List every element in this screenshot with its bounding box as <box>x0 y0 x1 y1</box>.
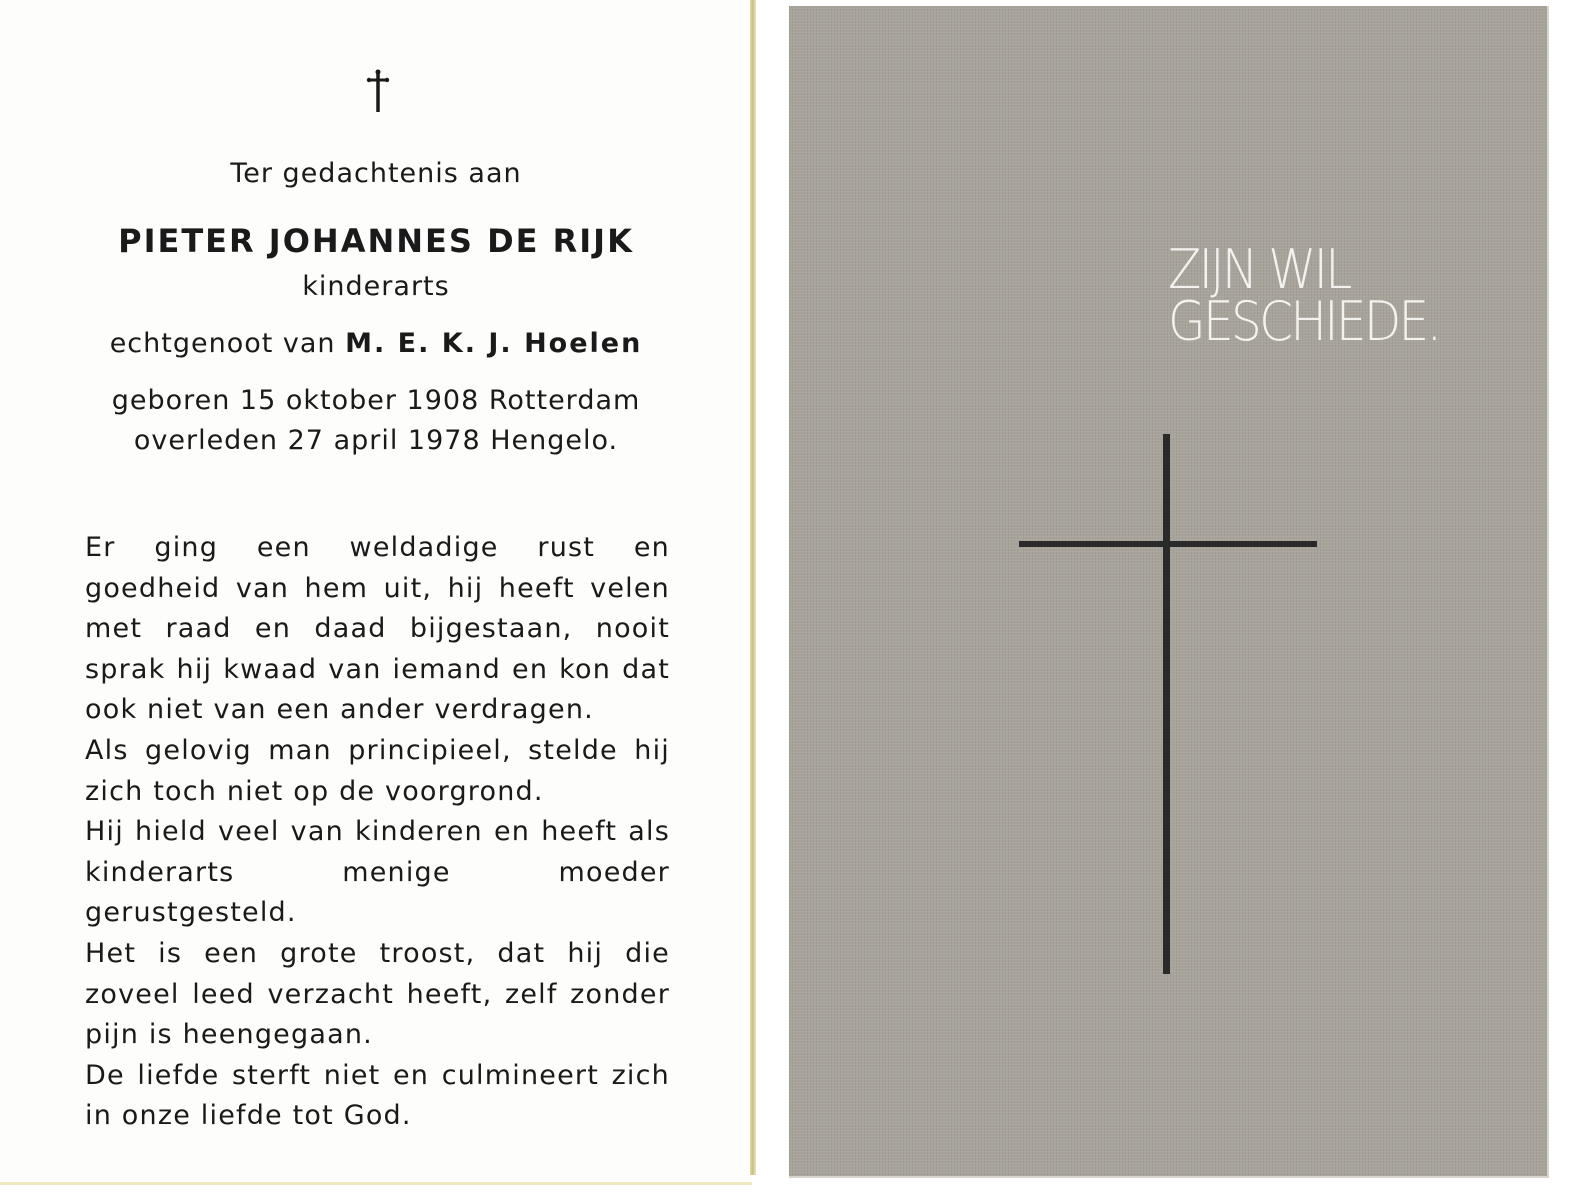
death-line: overleden 27 april 1978 Hengelo. <box>133 425 619 456</box>
cover-title-line: GESCHIEDE. <box>1168 290 1440 353</box>
cross-icon <box>1019 434 1317 974</box>
paragraph: Het is een grote troost, dat hij die zoveel leed verzacht heeft, zelf zonder pijn is heengegaan. <box>85 937 670 1051</box>
deceased-name: PIETER JOHANNES DE RIJK <box>118 222 634 260</box>
spouse-prefix: echtgenoot van <box>109 328 336 359</box>
memorial-text <box>85 528 670 1137</box>
paragraph: De liefde sterft niet en culmineert zich in onze liefde tot God. <box>85 1059 670 1132</box>
inside-card <box>0 0 752 1185</box>
paragraph: Als gelovig man principieel, stelde hij zich toch niet op de voorgrond. <box>85 734 670 807</box>
profession: kinderarts <box>302 271 450 302</box>
cross-icon <box>358 66 398 116</box>
paragraph: Hij hield veel van kinderen en heeft als kinderarts menige moeder gerustgesteld. <box>85 816 670 929</box>
cover-card <box>789 6 1549 1178</box>
card-edge <box>0 1182 752 1185</box>
cover-title <box>1168 238 1440 353</box>
birth-line: geboren 15 oktober 1908 Rotterdam <box>111 385 641 416</box>
spouse-line <box>0 328 752 359</box>
cover-title-line: ZIJN WIL <box>1168 238 1350 301</box>
card-gap <box>756 0 789 1200</box>
paragraph: Er ging een weldadige rust en goedheid van hem uit, hij heeft velen met raad en daad bijgestaan, nooit sprak hij kwaad van iemand en kon dat ook niet van een ander verdragen. <box>85 532 670 726</box>
spouse-name: M. E. K. J. Hoelen <box>345 328 643 359</box>
intro-text: Ter gedachtenis aan <box>230 158 522 189</box>
